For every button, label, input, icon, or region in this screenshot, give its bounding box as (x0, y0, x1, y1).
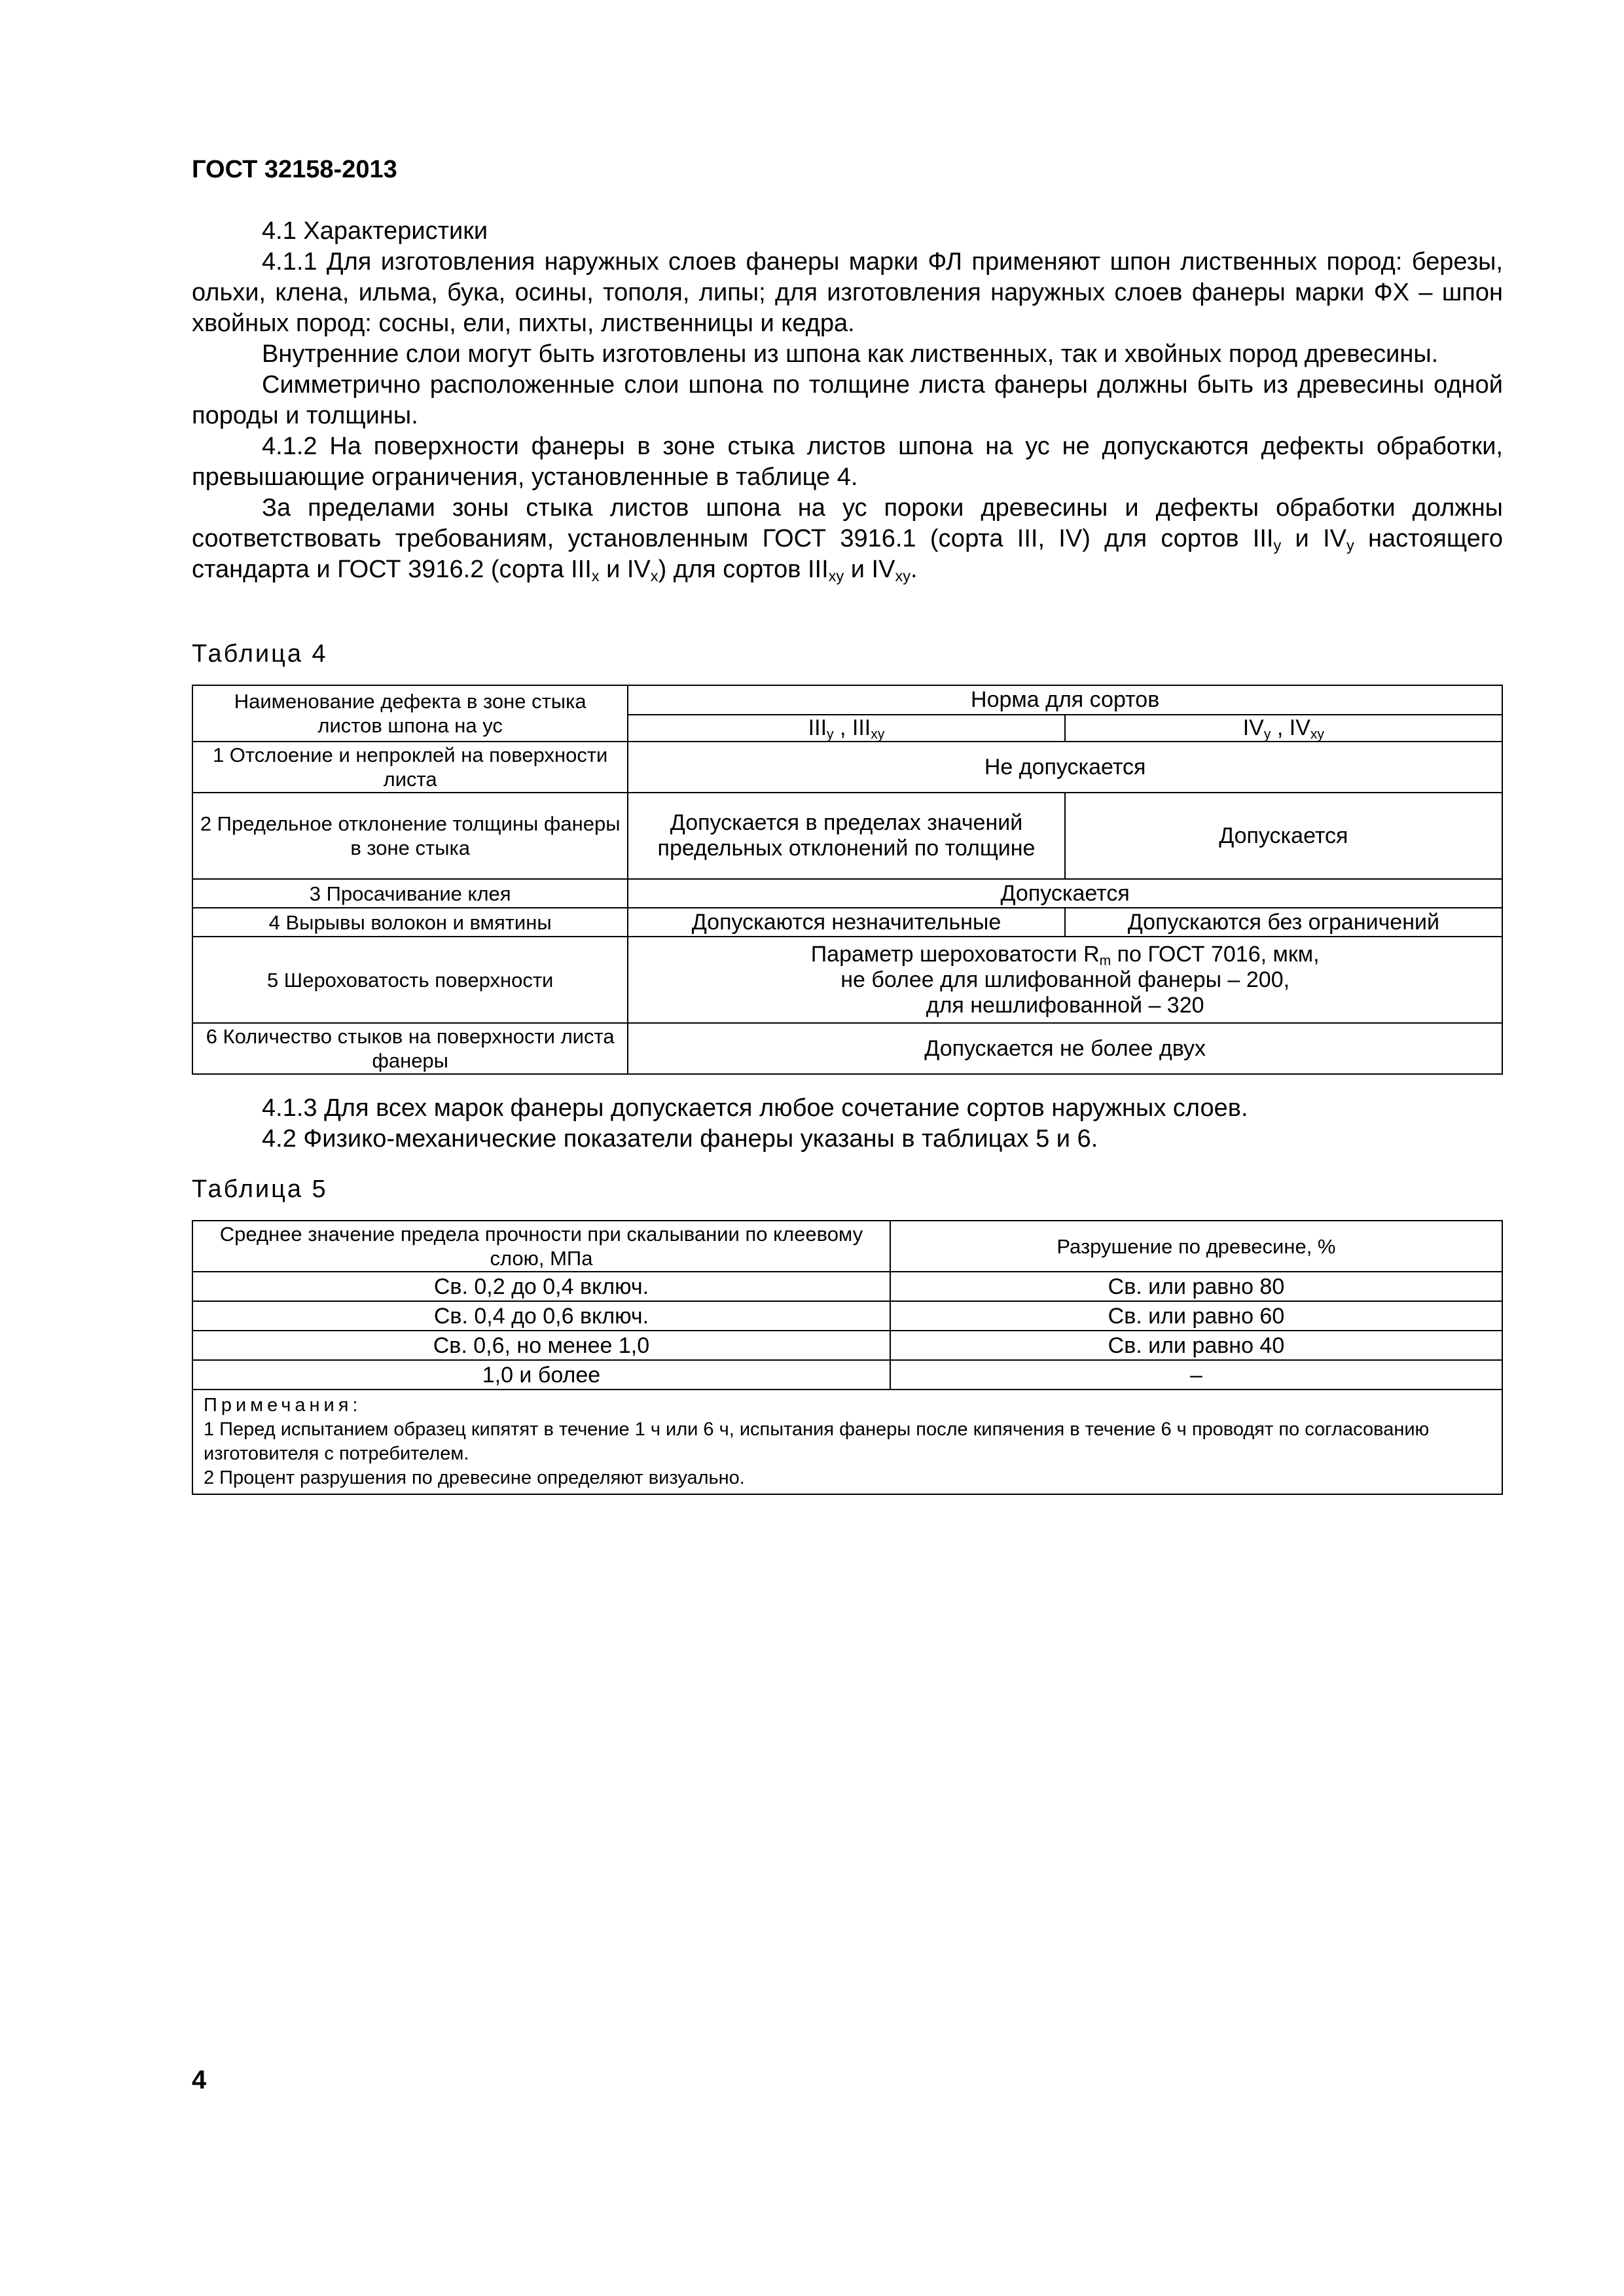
norm-cell: Допускается не более двух (628, 1023, 1502, 1074)
paragraph-symmetric-layers: Симметрично расположенные слои шпона по толщине листа фанеры должны быть из древесины одной породы и толщины. (192, 371, 1503, 429)
failure-cell: – (890, 1360, 1502, 1390)
table-4-caption: Таблица 4 (192, 640, 328, 668)
note-1: 1 Перед испытанием образец кипятят в течение 1 ч или 6 ч, испытания фанеры после кипячения в течение 6 ч проводят по согласованию изготовителя с потребителем. (204, 1419, 1430, 1464)
table-row (192, 1301, 1502, 1331)
notes-label: Примечания: (204, 1395, 362, 1416)
defect-cell: 1 Отслоение и непроклей на поверхности листа (192, 742, 628, 793)
defect-cell: 2 Предельное отклонение толщины фанеры в зоне стыка (192, 793, 628, 879)
page-number: 4 (192, 2066, 207, 2094)
section-after-table-4 (192, 1093, 1503, 1155)
table-5-caption: Таблица 5 (192, 1175, 328, 1203)
strength-cell: Св. 0,4 до 0,6 включ. (192, 1301, 890, 1331)
table-4-header-row (192, 685, 1502, 715)
table-row (192, 937, 1502, 1023)
defect-header: Наименование дефекта в зоне стыка листов шпона на ус (192, 685, 628, 742)
table-row (192, 1360, 1502, 1390)
standard-designation: ГОСТ 32158-2013 (192, 156, 397, 183)
paragraph-4-2: 4.2 Физико-механические показатели фанеры указаны в таблицах 5 и 6. (262, 1125, 1098, 1153)
table-5-notes-row (192, 1390, 1502, 1494)
note-2: 2 Процент разрушения по древесине определяют визуально. (204, 1467, 745, 1488)
failure-cell: Св. или равно 80 (890, 1272, 1502, 1301)
norm-cell: Допускается (628, 879, 1502, 908)
table-row (192, 879, 1502, 908)
table-row (192, 793, 1502, 879)
failure-cell: Св. или равно 60 (890, 1301, 1502, 1331)
table-5-header-row (192, 1221, 1502, 1272)
defect-cell: 4 Вырывы волокон и вмятины (192, 908, 628, 937)
paragraph-outside-joint: За пределами зоны стыка листов шпона на ус пороки древесины и дефекты обработки должны соответствовать требованиям, установленным ГОСТ 3916.1 (сорта III, IV) для сортов $III_y$ и $IV_y$ настоящего стандарта и ГОСТ 3916.2 (сорта $III_x$ и $IV_x$) для сортов $III_{xy}$ и $IV_{xy}$. (192, 494, 1503, 584)
defect-cell: 3 Просачивание клея (192, 879, 628, 908)
paragraph-4-1-2: 4.1.2 На поверхности фанеры в зоне стыка листов шпона на ус не допускаются дефекты обработки, превышающие ограничения, установленные в таблице 4. (192, 433, 1503, 491)
norm-cell: Допускается в пределах значений предельных отклонений по толщине (628, 793, 1064, 879)
norm-cell: Не допускается (628, 742, 1502, 793)
table-5 (192, 1220, 1503, 1495)
paragraph-4-1-3: 4.1.3 Для всех марок фанеры допускается любое сочетание сортов наружных слоев. (262, 1094, 1248, 1122)
notes-cell (192, 1390, 1502, 1494)
strength-cell: 1,0 и более (192, 1360, 890, 1390)
grade-header-iii: $III_y$ , $III_{xy}$ (628, 715, 1064, 742)
section-title: 4.1 Характеристики (262, 217, 488, 245)
norm-cell: Допускаются без ограничений (1065, 908, 1502, 937)
norm-cell: Параметр шероховатости $R_m$ по ГОСТ 7016, мкм, не более для шлифованной фанеры – 200, для нешлифованной – 320 (628, 937, 1502, 1023)
section-4-1 (192, 216, 1503, 585)
paragraph-inner-layers: Внутренние слои могут быть изготовлены из шпона как лиственных, так и хвойных пород древесины. (262, 340, 1439, 368)
defect-cell: 5 Шероховатость поверхности (192, 937, 628, 1023)
table-row (192, 1023, 1502, 1074)
failure-cell: Св. или равно 40 (890, 1331, 1502, 1360)
table-row (192, 1272, 1502, 1301)
strength-header: Среднее значение предела прочности при скалывании по клеевому слою, МПа (192, 1221, 890, 1272)
norm-cell: Допускается (1065, 793, 1502, 879)
paragraph-4-1-1: 4.1.1 Для изготовления наружных слоев фанеры марки ФЛ применяют шпон лиственных пород: березы, ольхи, клена, ильма, бука, осины, тополя, липы; для изготовления наружных слоев фанеры марки ФХ – шпон хвойных пород: сосны, ели, пихты, лиственницы и кедра. (192, 248, 1503, 337)
grade-header-iv: $IV_y$ , $IV_{xy}$ (1065, 715, 1502, 742)
table-row (192, 742, 1502, 793)
failure-header: Разрушение по древесине, % (890, 1221, 1502, 1272)
table-row (192, 908, 1502, 937)
table-4 (192, 685, 1503, 1075)
norm-cell: Допускаются незначительные (628, 908, 1064, 937)
strength-cell: Св. 0,6, но менее 1,0 (192, 1331, 890, 1360)
defect-cell: 6 Количество стыков на поверхности листа фанеры (192, 1023, 628, 1074)
strength-cell: Св. 0,2 до 0,4 включ. (192, 1272, 890, 1301)
table-row (192, 1331, 1502, 1360)
norm-header: Норма для сортов (628, 685, 1502, 715)
